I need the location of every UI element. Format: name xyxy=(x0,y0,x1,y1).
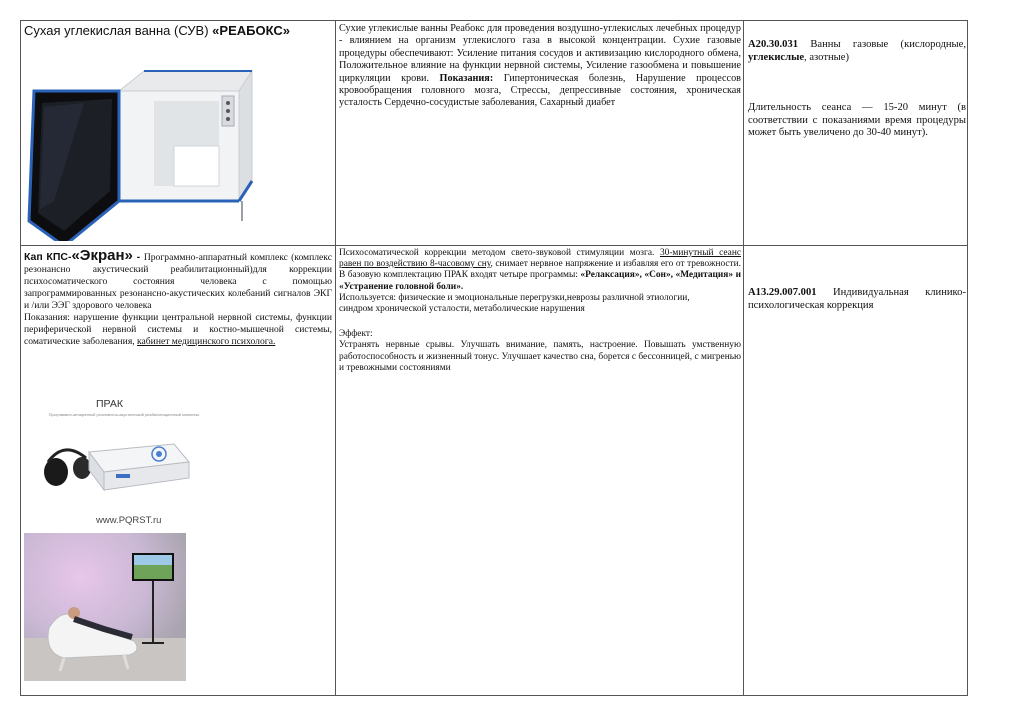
service-code-bold: углекислые xyxy=(748,51,805,63)
prak-uses xyxy=(339,293,741,304)
website-text: www.PQRST.ru xyxy=(96,515,162,526)
product-title-brand: «РЕАБОКС» xyxy=(212,23,290,38)
prak-device-image xyxy=(34,398,204,508)
device-indications xyxy=(24,312,332,348)
service-code-line-2 xyxy=(748,287,966,312)
prak-description-start: Психосоматической коррекции методом свето-звуковой стимуляции мозга. xyxy=(339,248,660,258)
uses-text: физические и эмоциональные перегрузки,неврозы различной этиологии, xyxy=(396,292,690,303)
indications-label: Показания: xyxy=(439,72,494,84)
column-divider xyxy=(743,21,744,695)
uses-label: Используется: xyxy=(339,292,396,303)
prak-brand-subtitle: Программно-аппаратный резонансно-акустический реабилитационный комплекс xyxy=(48,412,200,417)
device-indications-text: Показания: нарушение функции центральной нервной системы, функции периферической нервной системы и костно-мышечной системы, соматические заболевания, xyxy=(24,312,332,347)
row1-left-cell xyxy=(24,23,332,243)
column-divider xyxy=(335,21,336,695)
uses-text-continued: синдром хронической усталости, метаболические нарушения xyxy=(339,304,585,315)
product-title-text: Сухая углекислая ванна (СУВ) xyxy=(24,23,213,38)
row2-left-cell xyxy=(24,250,332,690)
reabox-description xyxy=(339,23,741,110)
prak-description xyxy=(339,248,741,293)
services-table xyxy=(20,20,968,696)
prak-device-illustration xyxy=(34,422,204,512)
row1-code-cell xyxy=(748,39,966,239)
device-title-dash: - xyxy=(132,251,144,263)
prak-description-rest: , снимает нервное напряжение и избавляя его от тревожности. В базовую комплектацию ПРАК входят четыре программы: xyxy=(339,259,741,281)
prak-description-underlined: 30-минутный сеанс равен по воздействию 8-часовому сну xyxy=(339,248,741,270)
device-description xyxy=(24,250,332,312)
reabox-bath-image xyxy=(24,51,264,241)
row-divider xyxy=(21,245,967,246)
therapy-room-photo xyxy=(24,533,186,681)
device-title-prefix: Кап КПС- xyxy=(24,251,72,263)
product-title xyxy=(24,23,332,38)
row1-description-cell xyxy=(339,23,741,243)
service-code: A20.30.031 xyxy=(748,39,799,50)
indications-text: Гипертоническая болезнь, Нарушение процессов кровообращения головного мозга, Стрессы, депрессивные состояния, хроническая усталость Сердечно-сосудистые заболевания, Сахарный диабет xyxy=(339,72,741,109)
prak-brand: ПРАК xyxy=(96,398,123,410)
row2-description-cell xyxy=(339,248,741,688)
service-code-text: Ванны газовые (кислородные, xyxy=(798,39,966,50)
session-duration: Длительность сеанса — 15-20 минут (в соответствии с показаниями время процедуры может быть увеличено до 30-40 минут). xyxy=(748,102,966,139)
row2-code-cell xyxy=(748,287,966,347)
prak-programs: «Релаксация», «Сон», «Медитация» и «Устранение головной боли». xyxy=(339,270,741,292)
service-code-line xyxy=(748,39,966,64)
device-description-text: Программно-аппаратный комплекс (комплекс резонансно акустический реабилитационный)для коррекции психосоматического состояния человека с помощью запрограммированных резонансно-акустических колебаний сигналов ЭКГ и /или ЭЭГ здорового человека xyxy=(24,252,332,311)
device-title: «Экран» xyxy=(71,250,133,264)
reabox-description-text: Сухие углекислые ванны Реабокс для проведения воздушно-углекислых лечебных процедур - влиянием на организм углекислого газа в высокой концентрации. Сухие газовые процедуры обеспечивают: Усиление питания сосудов и активизацию кислородного обмена, Положительное влияние на функции нервной системы, Усиление газообмена и повышение циркуляции крови. xyxy=(339,23,741,84)
effect-text: Устранять нервные срывы. Улучшать внимание, память, настроение. Повышать умственную работоспособность и жизненный тонус. Улучшает качество сна, борется с бессонницей, с мигренью и тревожными состояниями xyxy=(339,340,741,373)
effect-label: Эффект: xyxy=(339,329,373,340)
device-indications-link: кабинет медицинского психолога. xyxy=(137,336,276,347)
service-code-2-text: Индивидуальная клинико-психологическая коррекция xyxy=(748,287,966,311)
service-code-2: A13.29.007.001 xyxy=(748,287,817,298)
service-code-text-end: , азотные) xyxy=(804,51,849,63)
